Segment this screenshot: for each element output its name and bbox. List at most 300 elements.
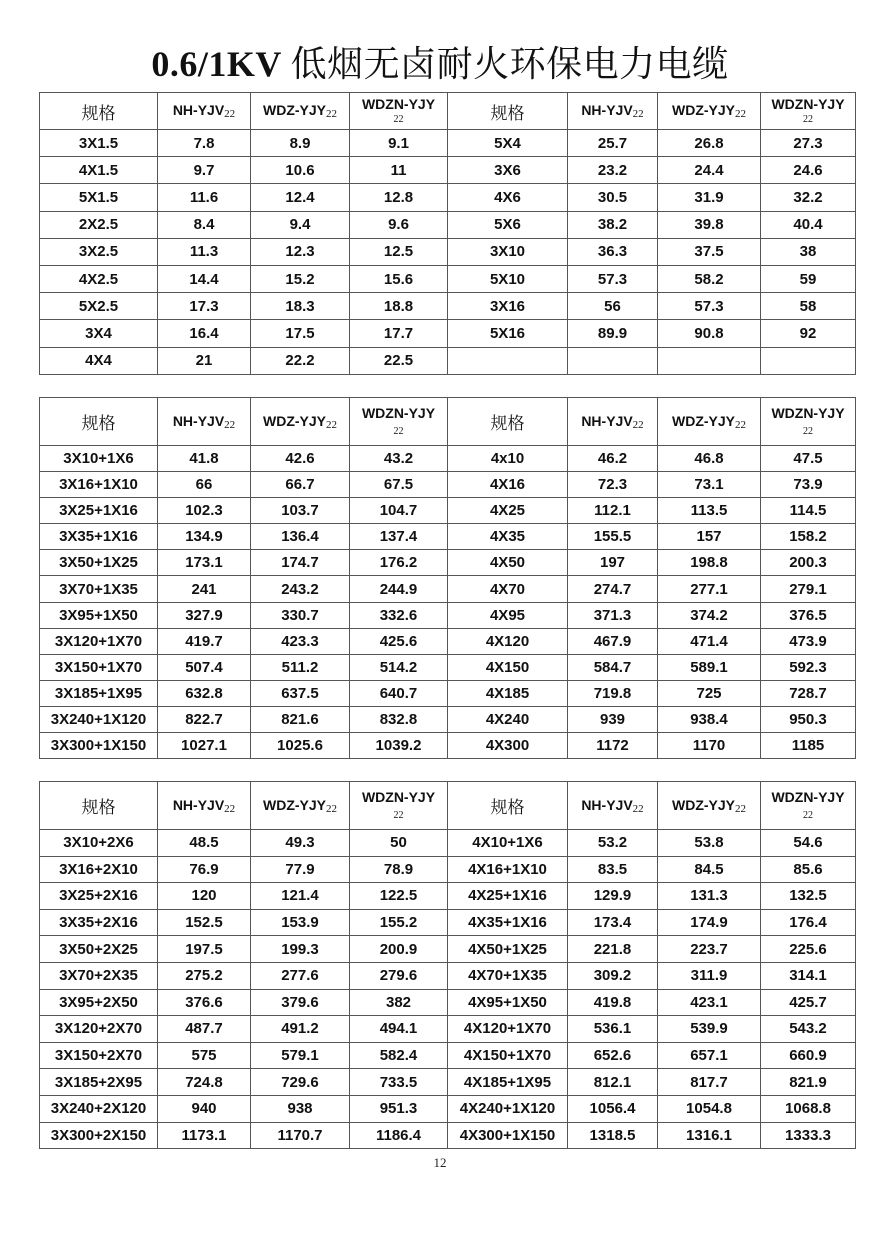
wdzn-yjy22-cell: 494.1 bbox=[350, 1016, 448, 1043]
nh-yjv22-cell: 719.8 bbox=[568, 680, 658, 706]
nh-yjv22-cell: 487.7 bbox=[158, 1016, 251, 1043]
header-nh-subscript: 22 bbox=[224, 802, 236, 815]
wdzn-yjy22-cell: 176.4 bbox=[761, 909, 856, 936]
wdz-yjy22-cell: 174.7 bbox=[251, 550, 350, 576]
nh-yjv22-cell: 56 bbox=[568, 293, 658, 320]
wdz-yjy22-cell: 817.7 bbox=[658, 1069, 761, 1096]
header-nh-yjv22 bbox=[158, 93, 251, 130]
table-header-row bbox=[40, 398, 856, 446]
header-wdz-label: WDZ-YJY bbox=[263, 102, 326, 118]
header-wdzn-wrap bbox=[761, 405, 855, 439]
header-wdzn-label: WDZN-YJY bbox=[771, 96, 845, 112]
header-wdz-subscript: 22 bbox=[735, 802, 746, 815]
wdz-yjy22-cell: 15.2 bbox=[251, 265, 350, 292]
wdzn-yjy22-cell: 47.5 bbox=[761, 446, 856, 472]
table-row bbox=[40, 856, 856, 883]
spec-cell: 3X50+2X25 bbox=[40, 936, 158, 963]
spec-cell: 4x10 bbox=[448, 446, 568, 472]
header-wdzn-wrap bbox=[350, 405, 447, 439]
title-voltage: 0.6/1KV bbox=[151, 44, 282, 84]
wdz-yjy22-cell: 157 bbox=[658, 524, 761, 550]
spec-cell: 4X185 bbox=[448, 680, 568, 706]
wdzn-yjy22-cell: 132.5 bbox=[761, 883, 856, 910]
nh-yjv22-cell: 1056.4 bbox=[568, 1095, 658, 1122]
table-row bbox=[40, 936, 856, 963]
spec-cell: 3X300+1X150 bbox=[40, 733, 158, 759]
header-wdz-subscript: 22 bbox=[326, 418, 337, 431]
header-wdz-label: WDZ-YJY bbox=[672, 412, 735, 429]
nh-yjv22-cell: 173.4 bbox=[568, 909, 658, 936]
wdzn-yjy22-cell: 473.9 bbox=[761, 628, 856, 654]
wdzn-yjy22-cell: 244.9 bbox=[350, 576, 448, 602]
table-row bbox=[40, 1069, 856, 1096]
wdz-yjy22-cell: 46.8 bbox=[658, 446, 761, 472]
table-row bbox=[40, 1095, 856, 1122]
wdz-yjy22-cell: 18.3 bbox=[251, 293, 350, 320]
wdz-yjy22-cell: 113.5 bbox=[658, 498, 761, 524]
spec-cell: 5X16 bbox=[448, 320, 568, 347]
wdz-yjy22-cell: 223.7 bbox=[658, 936, 761, 963]
nh-yjv22-cell: 16.4 bbox=[158, 320, 251, 347]
spec-cell: 3X150+1X70 bbox=[40, 654, 158, 680]
header-wdzn-wrap bbox=[761, 96, 855, 126]
nh-yjv22-cell: 72.3 bbox=[568, 472, 658, 498]
wdzn-yjy22-cell: 660.9 bbox=[761, 1042, 856, 1069]
wdz-yjy22-cell: 379.6 bbox=[251, 989, 350, 1016]
spec-cell: 3X4 bbox=[40, 320, 158, 347]
wdz-yjy22-cell: 821.6 bbox=[251, 706, 350, 732]
nh-yjv22-cell: 197.5 bbox=[158, 936, 251, 963]
wdz-yjy22-cell: 725 bbox=[658, 680, 761, 706]
header-wdzn-yjy22 bbox=[350, 398, 448, 446]
spec-cell: 3X240+1X120 bbox=[40, 706, 158, 732]
spec-cell: 3X300+2X150 bbox=[40, 1122, 158, 1149]
wdzn-yjy22-cell: 38 bbox=[761, 238, 856, 265]
header-wdzn-label: WDZN-YJY bbox=[361, 96, 436, 112]
header-wdzn-wrap bbox=[350, 96, 447, 126]
wdz-yjy22-cell: 243.2 bbox=[251, 576, 350, 602]
header-wdzn-subscript: 22 bbox=[803, 809, 813, 821]
wdz-yjy22-cell: 657.1 bbox=[658, 1042, 761, 1069]
wdz-yjy22-cell: 31.9 bbox=[658, 184, 761, 211]
wdzn-yjy22-cell: 73.9 bbox=[761, 472, 856, 498]
wdz-yjy22-cell: 471.4 bbox=[658, 628, 761, 654]
spec-cell: 5X6 bbox=[448, 211, 568, 238]
spec-table-1 bbox=[39, 92, 856, 375]
spec-cell: 4X185+1X95 bbox=[448, 1069, 568, 1096]
header-nh-label: NH-YJV bbox=[581, 412, 633, 429]
spec-cell: 3X185+1X95 bbox=[40, 680, 158, 706]
wdzn-yjy22-cell: 59 bbox=[761, 265, 856, 292]
header-spec: 规格 bbox=[448, 398, 568, 446]
wdz-yjy22-cell: 277.6 bbox=[251, 962, 350, 989]
nh-yjv22-cell: 7.8 bbox=[158, 130, 251, 157]
table-row bbox=[40, 602, 856, 628]
wdz-yjy22-cell: 66.7 bbox=[251, 472, 350, 498]
wdzn-yjy22-cell: 733.5 bbox=[350, 1069, 448, 1096]
wdzn-yjy22-cell: 832.8 bbox=[350, 706, 448, 732]
wdzn-yjy22-cell: 27.3 bbox=[761, 130, 856, 157]
title-product: 低烟无卤耐火环保电力电缆 bbox=[290, 44, 729, 84]
wdz-yjy22-cell: 58.2 bbox=[658, 265, 761, 292]
spec-cell: 4X240 bbox=[448, 706, 568, 732]
spec-cell: 3X10+1X6 bbox=[40, 446, 158, 472]
spec-cell: 4X6 bbox=[448, 184, 568, 211]
spec-cell: 4X35 bbox=[448, 524, 568, 550]
wdz-yjy22-cell: 1054.8 bbox=[658, 1095, 761, 1122]
header-nh-subscript: 22 bbox=[632, 108, 644, 120]
header-wdzn-subscript: 22 bbox=[393, 809, 404, 821]
wdz-yjy22-cell: 511.2 bbox=[251, 654, 350, 680]
wdzn-yjy22-cell: 200.9 bbox=[350, 936, 448, 963]
table-row bbox=[40, 238, 856, 265]
wdz-yjy22-cell: 729.6 bbox=[251, 1069, 350, 1096]
wdz-yjy22-cell: 938 bbox=[251, 1095, 350, 1122]
page-title bbox=[0, 42, 880, 86]
wdz-yjy22-cell: 42.6 bbox=[251, 446, 350, 472]
header-nh-yjv22 bbox=[568, 398, 658, 446]
header-spec: 规格 bbox=[40, 398, 158, 446]
wdz-yjy22-cell: 8.9 bbox=[251, 130, 350, 157]
wdz-yjy22-cell: 121.4 bbox=[251, 883, 350, 910]
nh-yjv22-cell: 327.9 bbox=[158, 602, 251, 628]
wdzn-yjy22-cell: 1068.8 bbox=[761, 1095, 856, 1122]
wdzn-yjy22-cell: 582.4 bbox=[350, 1042, 448, 1069]
wdz-yjy22-cell: 103.7 bbox=[251, 498, 350, 524]
spec-cell: 3X10+2X6 bbox=[40, 830, 158, 857]
wdz-yjy22-cell: 330.7 bbox=[251, 602, 350, 628]
wdzn-yjy22-cell: 58 bbox=[761, 293, 856, 320]
nh-yjv22-cell: 632.8 bbox=[158, 680, 251, 706]
wdz-yjy22-cell: 57.3 bbox=[658, 293, 761, 320]
header-wdz-yjy22 bbox=[658, 398, 761, 446]
nh-yjv22-cell: 129.9 bbox=[568, 883, 658, 910]
spec-cell: 4X50 bbox=[448, 550, 568, 576]
wdzn-yjy22-cell: 332.6 bbox=[350, 602, 448, 628]
table-row bbox=[40, 265, 856, 292]
table-row bbox=[40, 706, 856, 732]
spec-cell: 4X240+1X120 bbox=[448, 1095, 568, 1122]
wdzn-yjy22-cell: 32.2 bbox=[761, 184, 856, 211]
wdz-yjy22-cell: 84.5 bbox=[658, 856, 761, 883]
nh-yjv22-cell: 155.5 bbox=[568, 524, 658, 550]
nh-yjv22-cell: 38.2 bbox=[568, 211, 658, 238]
spec-cell: 3X16+2X10 bbox=[40, 856, 158, 883]
header-nh-label: NH-YJV bbox=[581, 796, 633, 813]
spec-cell: 4X4 bbox=[40, 347, 158, 374]
spec-cell: 3X16 bbox=[448, 293, 568, 320]
nh-yjv22-cell: 53.2 bbox=[568, 830, 658, 857]
spec-cell: 3X50+1X25 bbox=[40, 550, 158, 576]
spec-cell: 3X35+1X16 bbox=[40, 524, 158, 550]
table-row bbox=[40, 157, 856, 184]
table-row bbox=[40, 130, 856, 157]
nh-yjv22-cell: 812.1 bbox=[568, 1069, 658, 1096]
header-spec: 规格 bbox=[448, 782, 568, 830]
nh-yjv22-cell: 9.7 bbox=[158, 157, 251, 184]
header-wdz-label: WDZ-YJY bbox=[263, 796, 326, 813]
nh-yjv22-cell: 241 bbox=[158, 576, 251, 602]
wdz-yjy22-cell: 1316.1 bbox=[658, 1122, 761, 1149]
wdzn-yjy22-cell: 951.3 bbox=[350, 1095, 448, 1122]
wdz-yjy22-cell: 10.6 bbox=[251, 157, 350, 184]
table-row bbox=[40, 909, 856, 936]
nh-yjv22-cell: 46.2 bbox=[568, 446, 658, 472]
spec-cell: 3X25+2X16 bbox=[40, 883, 158, 910]
table-row bbox=[40, 1042, 856, 1069]
nh-yjv22-cell: 419.7 bbox=[158, 628, 251, 654]
spec-cell: 4X25+1X16 bbox=[448, 883, 568, 910]
wdzn-yjy22-cell: 950.3 bbox=[761, 706, 856, 732]
header-wdzn-yjy22 bbox=[350, 93, 448, 130]
nh-yjv22-cell: 371.3 bbox=[568, 602, 658, 628]
nh-yjv22-cell: 57.3 bbox=[568, 265, 658, 292]
header-nh-subscript: 22 bbox=[224, 418, 236, 431]
table-row bbox=[40, 680, 856, 706]
header-wdz-label: WDZ-YJY bbox=[672, 796, 735, 813]
table-row bbox=[40, 524, 856, 550]
wdzn-yjy22-cell: 85.6 bbox=[761, 856, 856, 883]
table-row bbox=[40, 550, 856, 576]
spec-cell: 3X2.5 bbox=[40, 238, 158, 265]
header-wdzn-label: WDZN-YJY bbox=[361, 788, 436, 805]
wdzn-yjy22-cell: 11 bbox=[350, 157, 448, 184]
table-row bbox=[40, 320, 856, 347]
wdz-yjy22-cell: 49.3 bbox=[251, 830, 350, 857]
spec-cell: 2X2.5 bbox=[40, 211, 158, 238]
wdz-yjy22-cell: 423.3 bbox=[251, 628, 350, 654]
header-wdz-label: WDZ-YJY bbox=[263, 412, 326, 429]
table-row bbox=[40, 628, 856, 654]
wdzn-yjy22-cell bbox=[761, 347, 856, 374]
wdzn-yjy22-cell: 122.5 bbox=[350, 883, 448, 910]
spec-cell: 3X10 bbox=[448, 238, 568, 265]
spec-cell: 5X2.5 bbox=[40, 293, 158, 320]
wdzn-yjy22-cell: 376.5 bbox=[761, 602, 856, 628]
wdzn-yjy22-cell: 18.8 bbox=[350, 293, 448, 320]
nh-yjv22-cell: 822.7 bbox=[158, 706, 251, 732]
spec-cell: 4X95+1X50 bbox=[448, 989, 568, 1016]
wdz-yjy22-cell: 199.3 bbox=[251, 936, 350, 963]
nh-yjv22-cell: 112.1 bbox=[568, 498, 658, 524]
nh-yjv22-cell: 1318.5 bbox=[568, 1122, 658, 1149]
table-row bbox=[40, 347, 856, 374]
table-row bbox=[40, 293, 856, 320]
spec-cell: 5X4 bbox=[448, 130, 568, 157]
nh-yjv22-cell: 120 bbox=[158, 883, 251, 910]
wdzn-yjy22-cell: 592.3 bbox=[761, 654, 856, 680]
spec-cell: 4X120+1X70 bbox=[448, 1016, 568, 1043]
wdzn-yjy22-cell: 24.6 bbox=[761, 157, 856, 184]
wdz-yjy22-cell: 136.4 bbox=[251, 524, 350, 550]
table-row bbox=[40, 654, 856, 680]
spec-cell: 4X10+1X6 bbox=[448, 830, 568, 857]
table-row bbox=[40, 883, 856, 910]
wdzn-yjy22-cell: 158.2 bbox=[761, 524, 856, 550]
nh-yjv22-cell: 83.5 bbox=[568, 856, 658, 883]
spec-cell: 3X95+2X50 bbox=[40, 989, 158, 1016]
spec-cell: 4X300 bbox=[448, 733, 568, 759]
header-wdzn-subscript: 22 bbox=[803, 425, 813, 437]
header-nh-yjv22 bbox=[158, 782, 251, 830]
header-spec: 规格 bbox=[448, 93, 568, 130]
header-wdzn-label: WDZN-YJY bbox=[771, 788, 845, 805]
header-wdz-yjy22 bbox=[658, 93, 761, 130]
wdz-yjy22-cell: 174.9 bbox=[658, 909, 761, 936]
nh-yjv22-cell: 30.5 bbox=[568, 184, 658, 211]
table-row bbox=[40, 1122, 856, 1149]
spec-cell: 3X150+2X70 bbox=[40, 1042, 158, 1069]
spec-cell: 3X35+2X16 bbox=[40, 909, 158, 936]
spec-cell: 4X25 bbox=[448, 498, 568, 524]
wdz-yjy22-cell: 539.9 bbox=[658, 1016, 761, 1043]
header-nh-subscript: 22 bbox=[224, 108, 236, 120]
spec-cell: 4X50+1X25 bbox=[448, 936, 568, 963]
wdz-yjy22-cell: 53.8 bbox=[658, 830, 761, 857]
wdz-yjy22-cell: 1170.7 bbox=[251, 1122, 350, 1149]
wdzn-yjy22-cell: 67.5 bbox=[350, 472, 448, 498]
table-header-row bbox=[40, 93, 856, 130]
nh-yjv22-cell: 584.7 bbox=[568, 654, 658, 680]
spec-cell: 3X1.5 bbox=[40, 130, 158, 157]
table-row bbox=[40, 733, 856, 759]
table-row bbox=[40, 498, 856, 524]
wdzn-yjy22-cell: 314.1 bbox=[761, 962, 856, 989]
wdz-yjy22-cell: 131.3 bbox=[658, 883, 761, 910]
nh-yjv22-cell: 89.9 bbox=[568, 320, 658, 347]
header-nh-yjv22 bbox=[568, 782, 658, 830]
header-nh-yjv22 bbox=[568, 93, 658, 130]
nh-yjv22-cell: 275.2 bbox=[158, 962, 251, 989]
wdzn-yjy22-cell: 40.4 bbox=[761, 211, 856, 238]
wdz-yjy22-cell: 39.8 bbox=[658, 211, 761, 238]
header-wdz-subscript: 22 bbox=[326, 802, 337, 815]
nh-yjv22-cell bbox=[568, 347, 658, 374]
nh-yjv22-cell: 66 bbox=[158, 472, 251, 498]
header-wdzn-yjy22 bbox=[761, 782, 856, 830]
nh-yjv22-cell: 14.4 bbox=[158, 265, 251, 292]
wdzn-yjy22-cell: 17.7 bbox=[350, 320, 448, 347]
wdz-yjy22-cell: 637.5 bbox=[251, 680, 350, 706]
table-row bbox=[40, 989, 856, 1016]
spec-cell: 3X120+2X70 bbox=[40, 1016, 158, 1043]
spec-cell: 4X16+1X10 bbox=[448, 856, 568, 883]
wdzn-yjy22-cell: 200.3 bbox=[761, 550, 856, 576]
wdzn-yjy22-cell: 50 bbox=[350, 830, 448, 857]
spec-cell: 5X1.5 bbox=[40, 184, 158, 211]
nh-yjv22-cell: 419.8 bbox=[568, 989, 658, 1016]
nh-yjv22-cell: 652.6 bbox=[568, 1042, 658, 1069]
nh-yjv22-cell: 1173.1 bbox=[158, 1122, 251, 1149]
header-wdzn-yjy22 bbox=[350, 782, 448, 830]
table-row bbox=[40, 211, 856, 238]
wdz-yjy22-cell: 938.4 bbox=[658, 706, 761, 732]
spec-cell: 3X16+1X10 bbox=[40, 472, 158, 498]
nh-yjv22-cell: 41.8 bbox=[158, 446, 251, 472]
wdzn-yjy22-cell: 9.1 bbox=[350, 130, 448, 157]
header-wdzn-subscript: 22 bbox=[393, 425, 404, 437]
header-nh-subscript: 22 bbox=[632, 802, 644, 815]
wdzn-yjy22-cell: 54.6 bbox=[761, 830, 856, 857]
wdzn-yjy22-cell: 1186.4 bbox=[350, 1122, 448, 1149]
table-row bbox=[40, 576, 856, 602]
wdz-yjy22-cell: 589.1 bbox=[658, 654, 761, 680]
nh-yjv22-cell: 507.4 bbox=[158, 654, 251, 680]
header-nh-subscript: 22 bbox=[632, 418, 644, 431]
spec-cell: 4X150+1X70 bbox=[448, 1042, 568, 1069]
wdz-yjy22-cell: 22.2 bbox=[251, 347, 350, 374]
header-spec: 规格 bbox=[40, 93, 158, 130]
wdz-yjy22-cell: 26.8 bbox=[658, 130, 761, 157]
header-nh-label: NH-YJV bbox=[172, 412, 225, 429]
spec-cell: 4X35+1X16 bbox=[448, 909, 568, 936]
wdzn-yjy22-cell: 543.2 bbox=[761, 1016, 856, 1043]
header-wdzn-wrap bbox=[350, 789, 447, 823]
wdzn-yjy22-cell: 155.2 bbox=[350, 909, 448, 936]
header-wdz-yjy22 bbox=[251, 782, 350, 830]
nh-yjv22-cell: 36.3 bbox=[568, 238, 658, 265]
nh-yjv22-cell: 575 bbox=[158, 1042, 251, 1069]
wdzn-yjy22-cell: 176.2 bbox=[350, 550, 448, 576]
wdzn-yjy22-cell: 114.5 bbox=[761, 498, 856, 524]
nh-yjv22-cell: 48.5 bbox=[158, 830, 251, 857]
spec-cell: 3X70+1X35 bbox=[40, 576, 158, 602]
nh-yjv22-cell: 11.3 bbox=[158, 238, 251, 265]
wdzn-yjy22-cell: 514.2 bbox=[350, 654, 448, 680]
table-row bbox=[40, 830, 856, 857]
wdz-yjy22-cell: 90.8 bbox=[658, 320, 761, 347]
spec-cell: 4X150 bbox=[448, 654, 568, 680]
wdzn-yjy22-cell: 43.2 bbox=[350, 446, 448, 472]
nh-yjv22-cell: 25.7 bbox=[568, 130, 658, 157]
wdz-yjy22-cell: 491.2 bbox=[251, 1016, 350, 1043]
wdzn-yjy22-cell: 137.4 bbox=[350, 524, 448, 550]
nh-yjv22-cell: 8.4 bbox=[158, 211, 251, 238]
table-row bbox=[40, 962, 856, 989]
table-row bbox=[40, 446, 856, 472]
spec-table-3 bbox=[39, 781, 856, 1149]
table-row bbox=[40, 472, 856, 498]
wdzn-yjy22-cell: 78.9 bbox=[350, 856, 448, 883]
wdz-yjy22-cell: 579.1 bbox=[251, 1042, 350, 1069]
spec-cell: 3X120+1X70 bbox=[40, 628, 158, 654]
wdzn-yjy22-cell: 640.7 bbox=[350, 680, 448, 706]
wdzn-yjy22-cell: 22.5 bbox=[350, 347, 448, 374]
nh-yjv22-cell: 197 bbox=[568, 550, 658, 576]
nh-yjv22-cell: 17.3 bbox=[158, 293, 251, 320]
wdzn-yjy22-cell: 1039.2 bbox=[350, 733, 448, 759]
nh-yjv22-cell: 939 bbox=[568, 706, 658, 732]
header-spec: 规格 bbox=[40, 782, 158, 830]
wdz-yjy22-cell: 37.5 bbox=[658, 238, 761, 265]
wdz-yjy22-cell: 423.1 bbox=[658, 989, 761, 1016]
wdzn-yjy22-cell: 728.7 bbox=[761, 680, 856, 706]
wdz-yjy22-cell: 374.2 bbox=[658, 602, 761, 628]
spec-cell: 4X70 bbox=[448, 576, 568, 602]
header-wdz-yjy22 bbox=[251, 398, 350, 446]
header-wdz-yjy22 bbox=[658, 782, 761, 830]
nh-yjv22-cell: 76.9 bbox=[158, 856, 251, 883]
nh-yjv22-cell: 467.9 bbox=[568, 628, 658, 654]
table-row bbox=[40, 1016, 856, 1043]
header-wdzn-subscript: 22 bbox=[393, 114, 404, 125]
nh-yjv22-cell: 21 bbox=[158, 347, 251, 374]
spec-cell: 5X10 bbox=[448, 265, 568, 292]
header-wdz-label: WDZ-YJY bbox=[672, 102, 735, 118]
wdzn-yjy22-cell: 1185 bbox=[761, 733, 856, 759]
nh-yjv22-cell: 1027.1 bbox=[158, 733, 251, 759]
wdzn-yjy22-cell: 104.7 bbox=[350, 498, 448, 524]
